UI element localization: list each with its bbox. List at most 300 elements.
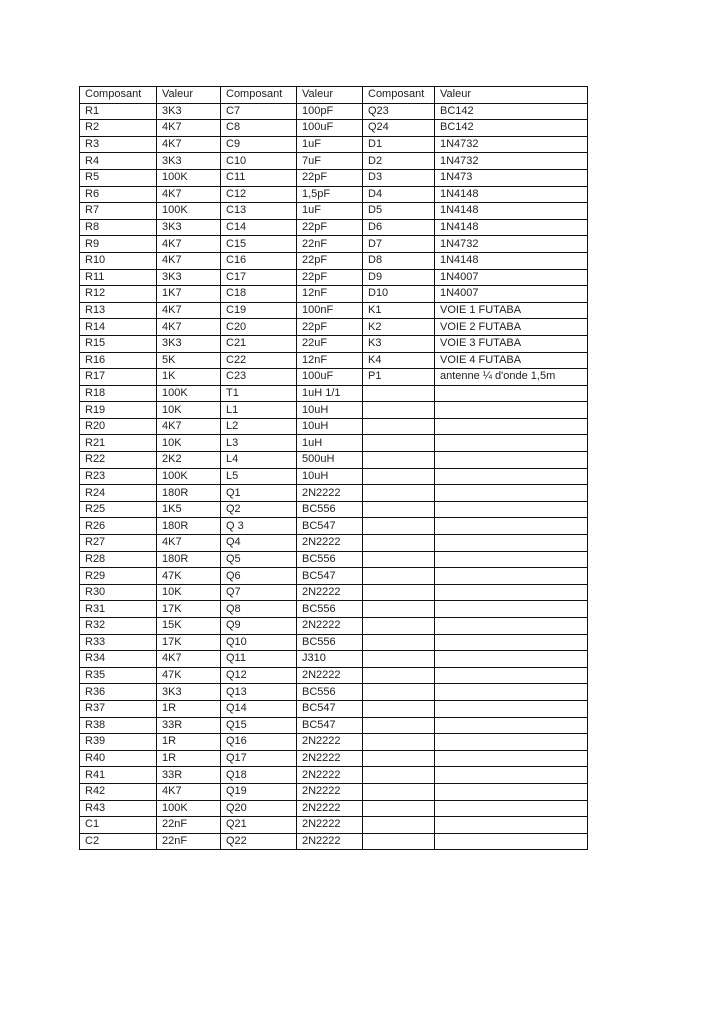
component-cell: R23	[80, 468, 157, 485]
component-cell: C10	[221, 153, 297, 170]
component-cell: R15	[80, 335, 157, 352]
value-cell: 2N2222	[297, 783, 363, 800]
value-cell: 2N2222	[297, 618, 363, 635]
table-row	[80, 800, 588, 817]
component-cell: R14	[80, 319, 157, 336]
component-cell	[363, 800, 435, 817]
component-cell: C13	[221, 203, 297, 220]
value-cell: 3K3	[157, 153, 221, 170]
component-cell: R34	[80, 651, 157, 668]
value-cell: 1N473	[435, 169, 588, 186]
table-row	[80, 634, 588, 651]
component-cell: D6	[363, 219, 435, 236]
value-cell	[435, 767, 588, 784]
component-cell: R25	[80, 501, 157, 518]
table-row	[80, 833, 588, 850]
value-cell: 1N4007	[435, 286, 588, 303]
component-cell: Q12	[221, 667, 297, 684]
component-cell	[363, 468, 435, 485]
component-cell: C17	[221, 269, 297, 286]
component-cell: R7	[80, 203, 157, 220]
table-row	[80, 551, 588, 568]
component-cell: Q1	[221, 485, 297, 502]
component-cell: C7	[221, 103, 297, 120]
value-cell: VOIE 2 FUTABA	[435, 319, 588, 336]
value-cell	[435, 535, 588, 552]
value-cell: 1K5	[157, 501, 221, 518]
value-cell: 22pF	[297, 169, 363, 186]
header-row	[80, 87, 588, 104]
value-cell: 2N2222	[297, 485, 363, 502]
component-cell: Q7	[221, 584, 297, 601]
value-cell: 100uF	[297, 120, 363, 137]
value-cell: 2N2222	[297, 833, 363, 850]
component-cell: C14	[221, 219, 297, 236]
value-cell	[435, 385, 588, 402]
value-cell	[435, 750, 588, 767]
value-cell: 100K	[157, 203, 221, 220]
table-row	[80, 302, 588, 319]
value-cell: 4K7	[157, 651, 221, 668]
component-cell	[363, 734, 435, 751]
component-cell	[363, 485, 435, 502]
component-cell: C9	[221, 136, 297, 153]
value-cell: 1K	[157, 369, 221, 386]
value-cell: 1uF	[297, 136, 363, 153]
value-cell: BC547	[297, 568, 363, 585]
component-cell	[363, 518, 435, 535]
component-cell: T1	[221, 385, 297, 402]
value-cell: 100K	[157, 468, 221, 485]
component-cell	[363, 817, 435, 834]
component-cell: D1	[363, 136, 435, 153]
value-cell: BC142	[435, 120, 588, 137]
value-cell: 22pF	[297, 252, 363, 269]
component-cell: C19	[221, 302, 297, 319]
value-cell: 17K	[157, 634, 221, 651]
value-cell	[435, 418, 588, 435]
value-cell: 1N4007	[435, 269, 588, 286]
table-row	[80, 335, 588, 352]
value-cell: 4K7	[157, 418, 221, 435]
value-cell: BC556	[297, 634, 363, 651]
component-cell: R36	[80, 684, 157, 701]
table-row	[80, 601, 588, 618]
component-cell	[363, 750, 435, 767]
table-row	[80, 485, 588, 502]
header-cell: Valeur	[157, 87, 221, 104]
component-cell: R4	[80, 153, 157, 170]
value-cell: 22pF	[297, 319, 363, 336]
component-cell: R35	[80, 667, 157, 684]
component-cell: Q16	[221, 734, 297, 751]
value-cell: BC547	[297, 700, 363, 717]
value-cell	[435, 518, 588, 535]
component-cell: C21	[221, 335, 297, 352]
value-cell: 5K	[157, 352, 221, 369]
value-cell: 4K7	[157, 783, 221, 800]
value-cell: 4K7	[157, 236, 221, 253]
value-cell: 1N4732	[435, 236, 588, 253]
component-cell	[363, 385, 435, 402]
value-cell: 1R	[157, 750, 221, 767]
component-cell: Q21	[221, 817, 297, 834]
table-row	[80, 203, 588, 220]
value-cell: VOIE 1 FUTABA	[435, 302, 588, 319]
table-row	[80, 418, 588, 435]
value-cell: 2N2222	[297, 800, 363, 817]
table-row	[80, 435, 588, 452]
component-cell: C18	[221, 286, 297, 303]
value-cell	[435, 667, 588, 684]
value-cell	[435, 734, 588, 751]
component-cell: Q22	[221, 833, 297, 850]
value-cell: 10K	[157, 402, 221, 419]
value-cell: 3K3	[157, 269, 221, 286]
component-cell: R30	[80, 584, 157, 601]
component-cell: P1	[363, 369, 435, 386]
component-cell: C16	[221, 252, 297, 269]
table-row	[80, 286, 588, 303]
component-cell: R22	[80, 452, 157, 469]
component-cell: Q24	[363, 120, 435, 137]
value-cell: 10K	[157, 435, 221, 452]
component-cell	[363, 833, 435, 850]
value-cell	[435, 584, 588, 601]
component-cell: K1	[363, 302, 435, 319]
value-cell: 2N2222	[297, 750, 363, 767]
table-row	[80, 618, 588, 635]
value-cell: BC142	[435, 103, 588, 120]
component-cell: C22	[221, 352, 297, 369]
component-cell: R19	[80, 402, 157, 419]
component-cell	[363, 535, 435, 552]
value-cell: 47K	[157, 667, 221, 684]
value-cell: 10K	[157, 584, 221, 601]
component-cell	[363, 783, 435, 800]
component-cell: R5	[80, 169, 157, 186]
table-row	[80, 319, 588, 336]
value-cell: 1K7	[157, 286, 221, 303]
component-cell: L3	[221, 435, 297, 452]
table-row	[80, 169, 588, 186]
component-cell: L4	[221, 452, 297, 469]
value-cell: VOIE 3 FUTABA	[435, 335, 588, 352]
value-cell: 3K3	[157, 103, 221, 120]
value-cell	[435, 402, 588, 419]
value-cell: 33R	[157, 767, 221, 784]
component-cell	[363, 634, 435, 651]
value-cell: 180R	[157, 485, 221, 502]
value-cell: 1uF	[297, 203, 363, 220]
value-cell: J310	[297, 651, 363, 668]
table-row	[80, 700, 588, 717]
value-cell: 1N4148	[435, 252, 588, 269]
table-row	[80, 501, 588, 518]
table-row	[80, 252, 588, 269]
value-cell: 100K	[157, 800, 221, 817]
component-cell: Q15	[221, 717, 297, 734]
component-cell: R10	[80, 252, 157, 269]
component-cell: L1	[221, 402, 297, 419]
value-cell: 33R	[157, 717, 221, 734]
component-cell: R26	[80, 518, 157, 535]
component-cell: R41	[80, 767, 157, 784]
value-cell: antenne ¼ d'onde 1,5m	[435, 369, 588, 386]
value-cell	[435, 568, 588, 585]
value-cell	[435, 485, 588, 502]
component-cell: R43	[80, 800, 157, 817]
component-cell: D3	[363, 169, 435, 186]
component-cell: C12	[221, 186, 297, 203]
value-cell: 22pF	[297, 219, 363, 236]
table-row	[80, 120, 588, 137]
component-cell: R20	[80, 418, 157, 435]
value-cell: 2N2222	[297, 535, 363, 552]
component-cell	[363, 584, 435, 601]
component-cell: Q9	[221, 618, 297, 635]
component-cell: Q11	[221, 651, 297, 668]
value-cell: 15K	[157, 618, 221, 635]
component-cell: Q19	[221, 783, 297, 800]
table-row	[80, 518, 588, 535]
table-row	[80, 651, 588, 668]
component-cell: R21	[80, 435, 157, 452]
value-cell: BC556	[297, 501, 363, 518]
value-cell: 1R	[157, 700, 221, 717]
table-row	[80, 385, 588, 402]
value-cell: BC547	[297, 518, 363, 535]
component-cell	[363, 717, 435, 734]
value-cell: BC556	[297, 684, 363, 701]
value-cell: 2K2	[157, 452, 221, 469]
component-cell: L5	[221, 468, 297, 485]
table-row	[80, 684, 588, 701]
value-cell: 2N2222	[297, 767, 363, 784]
value-cell: 10uH	[297, 468, 363, 485]
component-cell: R38	[80, 717, 157, 734]
value-cell: 1N4732	[435, 136, 588, 153]
value-cell: 2N2222	[297, 817, 363, 834]
value-cell: 2N2222	[297, 734, 363, 751]
component-cell: R32	[80, 618, 157, 635]
table-row	[80, 717, 588, 734]
value-cell: 12nF	[297, 352, 363, 369]
value-cell	[435, 634, 588, 651]
component-cell: R37	[80, 700, 157, 717]
component-cell: L2	[221, 418, 297, 435]
component-cell: Q2	[221, 501, 297, 518]
value-cell: 22nF	[157, 817, 221, 834]
component-cell	[363, 568, 435, 585]
component-cell: C23	[221, 369, 297, 386]
value-cell: 3K3	[157, 219, 221, 236]
component-cell: D5	[363, 203, 435, 220]
table-row	[80, 734, 588, 751]
component-cell: D2	[363, 153, 435, 170]
component-cell: K4	[363, 352, 435, 369]
table-row	[80, 667, 588, 684]
component-cell: R16	[80, 352, 157, 369]
value-cell: BC556	[297, 601, 363, 618]
component-cell: Q20	[221, 800, 297, 817]
value-cell	[435, 817, 588, 834]
component-cell: R11	[80, 269, 157, 286]
component-cell: Q18	[221, 767, 297, 784]
value-cell: 2N2222	[297, 584, 363, 601]
value-cell: 1R	[157, 734, 221, 751]
value-cell	[435, 435, 588, 452]
value-cell: 4K7	[157, 535, 221, 552]
table-row	[80, 468, 588, 485]
component-cell: R1	[80, 103, 157, 120]
value-cell: 22uF	[297, 335, 363, 352]
value-cell: BC547	[297, 717, 363, 734]
value-cell: 4K7	[157, 319, 221, 336]
value-cell: 100uF	[297, 369, 363, 386]
component-cell: R9	[80, 236, 157, 253]
component-cell: C8	[221, 120, 297, 137]
component-cell: C15	[221, 236, 297, 253]
component-cell: R31	[80, 601, 157, 618]
header-cell: Composant	[80, 87, 157, 104]
component-cell: R13	[80, 302, 157, 319]
header-cell: Valeur	[435, 87, 588, 104]
value-cell: 4K7	[157, 252, 221, 269]
table-row	[80, 535, 588, 552]
component-cell: Q23	[363, 103, 435, 120]
component-cell: D10	[363, 286, 435, 303]
value-cell	[435, 700, 588, 717]
value-cell: 100K	[157, 169, 221, 186]
component-cell: D8	[363, 252, 435, 269]
component-cell: R12	[80, 286, 157, 303]
value-cell: 17K	[157, 601, 221, 618]
component-cell: C2	[80, 833, 157, 850]
value-cell	[435, 452, 588, 469]
component-cell: R18	[80, 385, 157, 402]
value-cell	[435, 551, 588, 568]
table-row	[80, 269, 588, 286]
value-cell	[435, 468, 588, 485]
component-cell: R2	[80, 120, 157, 137]
value-cell: 1N4732	[435, 153, 588, 170]
table-row	[80, 236, 588, 253]
value-cell: 10uH	[297, 418, 363, 435]
table-row	[80, 783, 588, 800]
value-cell: 4K7	[157, 120, 221, 137]
value-cell: 500uH	[297, 452, 363, 469]
value-cell: 22nF	[297, 236, 363, 253]
value-cell: 3K3	[157, 335, 221, 352]
value-cell: 1N4148	[435, 219, 588, 236]
component-cell: R33	[80, 634, 157, 651]
component-cell: R6	[80, 186, 157, 203]
header-cell: Valeur	[297, 87, 363, 104]
component-cell: R40	[80, 750, 157, 767]
value-cell: 1uH	[297, 435, 363, 452]
table-row	[80, 219, 588, 236]
table-row	[80, 584, 588, 601]
table-row	[80, 568, 588, 585]
component-cell	[363, 435, 435, 452]
component-cell	[363, 651, 435, 668]
component-cell: Q8	[221, 601, 297, 618]
component-cell: R29	[80, 568, 157, 585]
component-cell: D7	[363, 236, 435, 253]
value-cell: 100nF	[297, 302, 363, 319]
table-body	[80, 87, 588, 850]
value-cell: 47K	[157, 568, 221, 585]
component-cell	[363, 402, 435, 419]
component-cell	[363, 767, 435, 784]
component-cell: R39	[80, 734, 157, 751]
component-cell: Q6	[221, 568, 297, 585]
component-cell: Q14	[221, 700, 297, 717]
component-cell: K3	[363, 335, 435, 352]
component-cell: R3	[80, 136, 157, 153]
value-cell: 1N4148	[435, 203, 588, 220]
value-cell: 1N4148	[435, 186, 588, 203]
component-cell: Q4	[221, 535, 297, 552]
value-cell: 12nF	[297, 286, 363, 303]
component-cell	[363, 618, 435, 635]
component-cell: R27	[80, 535, 157, 552]
value-cell: 1,5pF	[297, 186, 363, 203]
value-cell: 2N2222	[297, 667, 363, 684]
value-cell	[435, 684, 588, 701]
component-cell	[363, 684, 435, 701]
table-row	[80, 186, 588, 203]
value-cell	[435, 501, 588, 518]
value-cell: 1uH 1/1	[297, 385, 363, 402]
table-row	[80, 369, 588, 386]
value-cell: 7uF	[297, 153, 363, 170]
component-cell: D9	[363, 269, 435, 286]
component-cell: R17	[80, 369, 157, 386]
table-row	[80, 452, 588, 469]
component-list-table	[79, 86, 588, 850]
table-row	[80, 402, 588, 419]
component-cell: R24	[80, 485, 157, 502]
value-cell: 4K7	[157, 136, 221, 153]
header-cell: Composant	[363, 87, 435, 104]
component-cell: Q17	[221, 750, 297, 767]
value-cell: 180R	[157, 518, 221, 535]
value-cell: VOIE 4 FUTABA	[435, 352, 588, 369]
table-row	[80, 352, 588, 369]
value-cell: 100K	[157, 385, 221, 402]
component-cell	[363, 700, 435, 717]
value-cell: 22pF	[297, 269, 363, 286]
component-cell: C11	[221, 169, 297, 186]
table-row	[80, 750, 588, 767]
component-cell: Q13	[221, 684, 297, 701]
value-cell: 22nF	[157, 833, 221, 850]
value-cell: 3K3	[157, 684, 221, 701]
component-cell: C20	[221, 319, 297, 336]
value-cell: BC556	[297, 551, 363, 568]
component-cell	[363, 601, 435, 618]
component-cell	[363, 667, 435, 684]
component-cell: D4	[363, 186, 435, 203]
value-cell: 10uH	[297, 402, 363, 419]
value-cell: 180R	[157, 551, 221, 568]
component-cell: Q10	[221, 634, 297, 651]
component-cell: C1	[80, 817, 157, 834]
component-cell	[363, 452, 435, 469]
value-cell	[435, 717, 588, 734]
